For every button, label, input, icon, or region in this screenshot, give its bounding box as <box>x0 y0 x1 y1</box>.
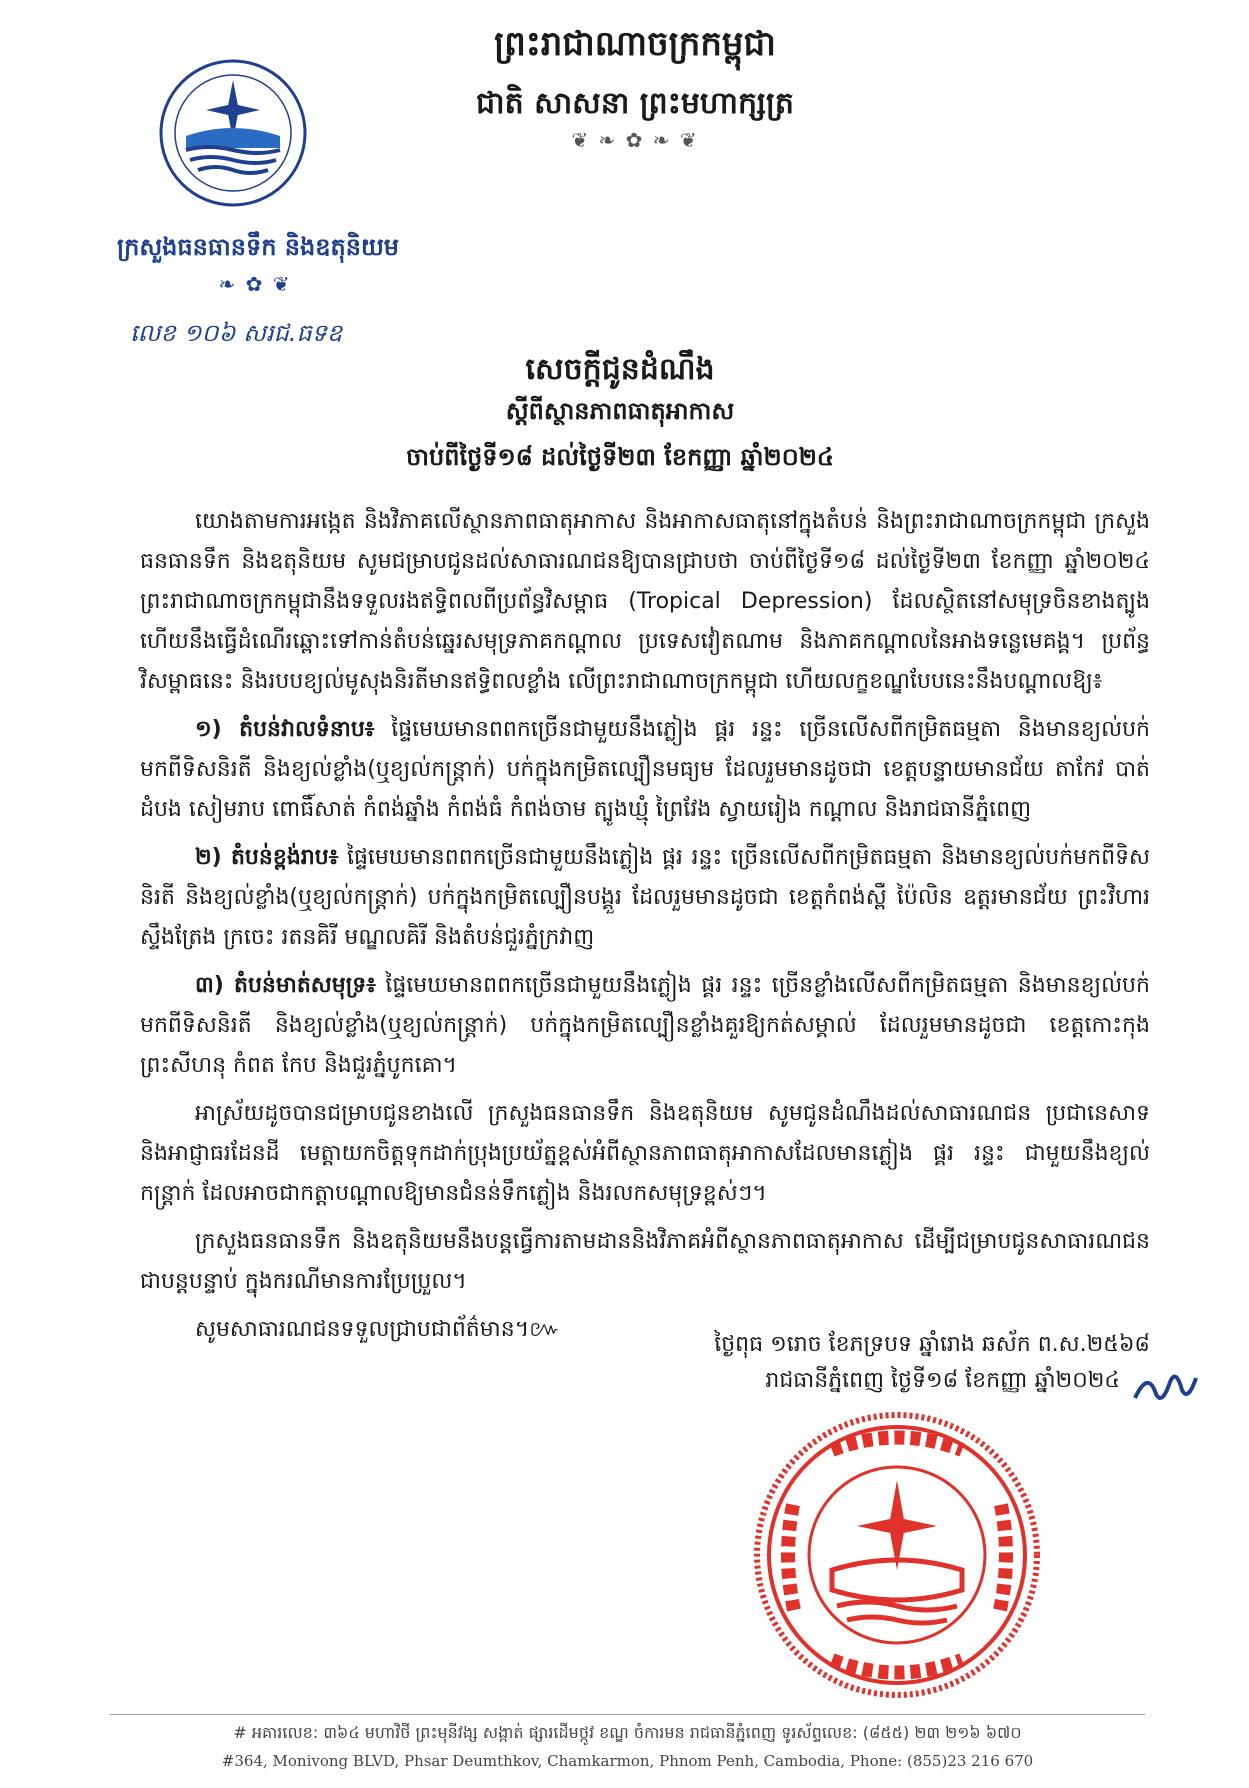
zone-label: ២) តំបន់ខ្ពង់រាប៖ <box>195 845 339 870</box>
intro-paragraph: យោងតាមការអង្កេត និងវិភាគលើស្ថានភាពធាតុអាកាស និងអាកាសធាតុនៅក្នុងតំបន់ និងព្រះរាជាណាចក្រកម្ពុជា ក្រសួងធនធានទឹក និងឧតុនិយម សូមជម្រាបជូនដល់សាធារណជនឱ្យបានជ្រាបថា ចាប់ពីថ្ងៃទី១៨ ដល់ថ្ងៃទី២៣ ខែកញ្ញា ឆ្នាំ២០២៤ ព្រះរាជាណាចក្រកម្ពុជានឹងទទួលរងឥទ្ធិពលពីប្រព័ន្ធវិសម្ពាធ (Tropical Depression) ដែលស្ថិតនៅសមុទ្រចិនខាងត្បូង ហើយនឹងធ្វើដំណើរឆ្ពោះទៅកាន់តំបន់ឆ្នេរសមុទ្រភាគកណ្តាល ប្រទេសវៀតណាម និងភាគកណ្តាលនៃអាងទន្លេមេគង្គ។ ប្រព័ន្ធវិសម្ពាធនេះ និងរបបខ្យល់មូសុងនិរតីមានឥទ្ធិពលខ្លាំង លើព្រះរាជាណាចក្រកម្ពុជា ហើយលក្ខខណ្ឌបែបនេះនឹងបណ្តាលឱ្យ៖ <box>140 509 1150 694</box>
footer-address-english: #364, Monivong BLVD, Phsar Deumthkov, Chamkarmon, Phnom Penh, Cambodia, Phone: (855)23 216 670 <box>221 1752 1034 1770</box>
ministry-ornament: ❧ ✿ ❦ <box>218 272 292 296</box>
monitoring-paragraph: ក្រសួងធនធានទឹក និងឧតុនិយមនឹងបន្តធ្វើការតាមដាននិងវិភាគអំពីស្ថានភាពធាតុអាកាស ដើម្បីជម្រាបជូនសាធារណជនជាបន្តបន្ទាប់ ក្នុងករណីមានការប្រែប្រួល។ <box>140 1229 1150 1294</box>
zone-text: ផ្ទៃមេឃមានពពកច្រើនជាមួយនឹងភ្លៀង ផ្គរ រន្ទះ ច្រើនលើសពីកម្រិតធម្មតា និងមានខ្យល់បក់មកពីទិសនិរតី និងខ្យល់ខ្លាំង(ឬខ្យល់កន្ត្រាក់) បក់ក្នុងកម្រិតល្បឿនបង្គួរ ដែលរួមមានដូចជា ខេត្តកំពង់ស្ពឺ ប៉ៃលិន ឧត្តរមានជ័យ ព្រះវិហារ ស្ទឹងត្រែង ក្រចេះ រតនគិរី មណ្ឌលគិរី និងតំបន់ជួរភ្នំក្រវាញ <box>140 845 1150 950</box>
zone-text: ផ្ទៃមេឃមានពពកច្រើនជាមួយនឹងភ្លៀង ផ្គរ រន្ទះ ច្រើនខ្លាំងលើសពីកម្រិតធម្មតា និងមានខ្យល់បក់មកពីទិសនិរតី និងខ្យល់ខ្លាំង(ឬខ្យល់កន្ត្រាក់) បក់ក្នុងកម្រិតល្បឿនខ្លាំងគួរឱ្យកត់សម្គាល់ ដែលរួមមានដូចជា ខេត្តកោះកុង ព្រះសីហនុ កំពត កែប និងជួរភ្នំបូកគោ។ <box>140 973 1150 1078</box>
reference-number: លេខ ១០៦ សរជ.ធទឧ <box>130 319 343 347</box>
footer-address-khmer: # អគារលេខ: ៣៦៤ មហាវិថី ព្រះមុនីវង្ស សង្កាត់ ផ្សារដើមថ្កូវ ខណ្ឌ ចំការមន រាជធានីភ្នំពេញ ទូរស័ព្ទលេខ: (៨៥៥) ២៣ ២១៦ ៦៧០ <box>233 1723 1022 1742</box>
zone-coastal <box>140 966 1150 1086</box>
kingdom-heading: ព្រះរាជាណាចក្រកម្ពុជា <box>494 24 776 64</box>
footer-divider <box>110 1714 1145 1715</box>
notice-period: ចាប់ពីថ្ងៃទី១៨ ដល់ថ្ងៃទី២៣ ខែកញ្ញា ឆ្នាំ២០២៤ <box>406 443 834 471</box>
zone-text: ផ្ទៃមេឃមានពពកច្រើនជាមួយនឹងភ្លៀង ផ្គរ រន្ទះ ច្រើនលើសពីកម្រិតធម្មតា និងមានខ្យល់បក់មកពីទិសនិរតី និងខ្យល់ខ្លាំង(ឬខ្យល់កន្ត្រាក់) បក់ក្នុងកម្រិតល្បឿនមធ្យម ដែលរួមមានដូចជា ខេត្តបន្ទាយមានជ័យ តាកែវ បាត់ដំបង សៀមរាប ពោធិ៍សាត់ កំពង់ឆ្នាំង កំពង់ធំ កំពង់ចាម ត្បូងឃ្មុំ ព្រៃវែង ស្វាយរៀង កណ្តាល និងរាជធានីភ្នំពេញ <box>140 717 1150 822</box>
notice-body <box>140 502 1150 1358</box>
solar-date: រាជធានីភ្នំពេញ ថ្ងៃទី១៨ ខែកញ្ញា ឆ្នាំ២០២៤ <box>765 1368 1120 1393</box>
ministry-logo-icon <box>158 58 308 208</box>
notice-title: សេចក្តីជូនដំណឹង <box>525 352 715 387</box>
zone-plateau <box>140 838 1150 958</box>
ministry-name: ក្រសួងធនធានទឹក និងឧតុនិយម <box>116 233 400 261</box>
notice-subject: ស្តីពីស្ថានភាពធាតុអាកាស <box>505 397 735 425</box>
lunar-date: ថ្ងៃពុធ ១រោច ខែភទ្របទ ឆ្នាំរោង ឆស័ក ព.ស.២៥៦៨ <box>714 1332 1150 1357</box>
closing-line: សូមសាធារណជនទទួលជ្រាបជាព័ត៌មាន។៚ <box>195 1317 561 1342</box>
zone-label: ៣) តំបន់មាត់សមុទ្រ៖ <box>195 973 376 998</box>
official-seal-icon <box>752 1410 1042 1700</box>
zone-lowland <box>140 710 1150 830</box>
signature-icon <box>1130 1360 1200 1410</box>
advisory-paragraph: អាស្រ័យដូចបានជម្រាបជូនខាងលើ ក្រសួងធនធានទឹក និងឧតុនិយម សូមជូនដំណឹងដល់សាធារណជន ប្រជានេសាទ និងអាជ្ញាធរដែនដី មេត្តាយកចិត្តទុកដាក់ប្រុងប្រយ័ត្នខ្ពស់អំពីស្ថានភាពធាតុអាកាសដែលមានភ្លៀង ផ្គរ រន្ទះ ជាមួយនឹងខ្យល់កន្ត្រាក់ ដែលអាចជាកត្តាបណ្តាលឱ្យមានជំនន់ទឹកភ្លៀង និងរលកសមុទ្រខ្ពស់ៗ។ <box>140 1101 1150 1206</box>
zone-label: ១) តំបន់វាលទំនាប៖ <box>195 717 375 742</box>
ornament-divider: ❦ ❧ ✿ ❧ ❦ <box>571 128 699 152</box>
motto-heading: ជាតិ សាសនា ព្រះមហាក្សត្រ <box>476 86 794 121</box>
